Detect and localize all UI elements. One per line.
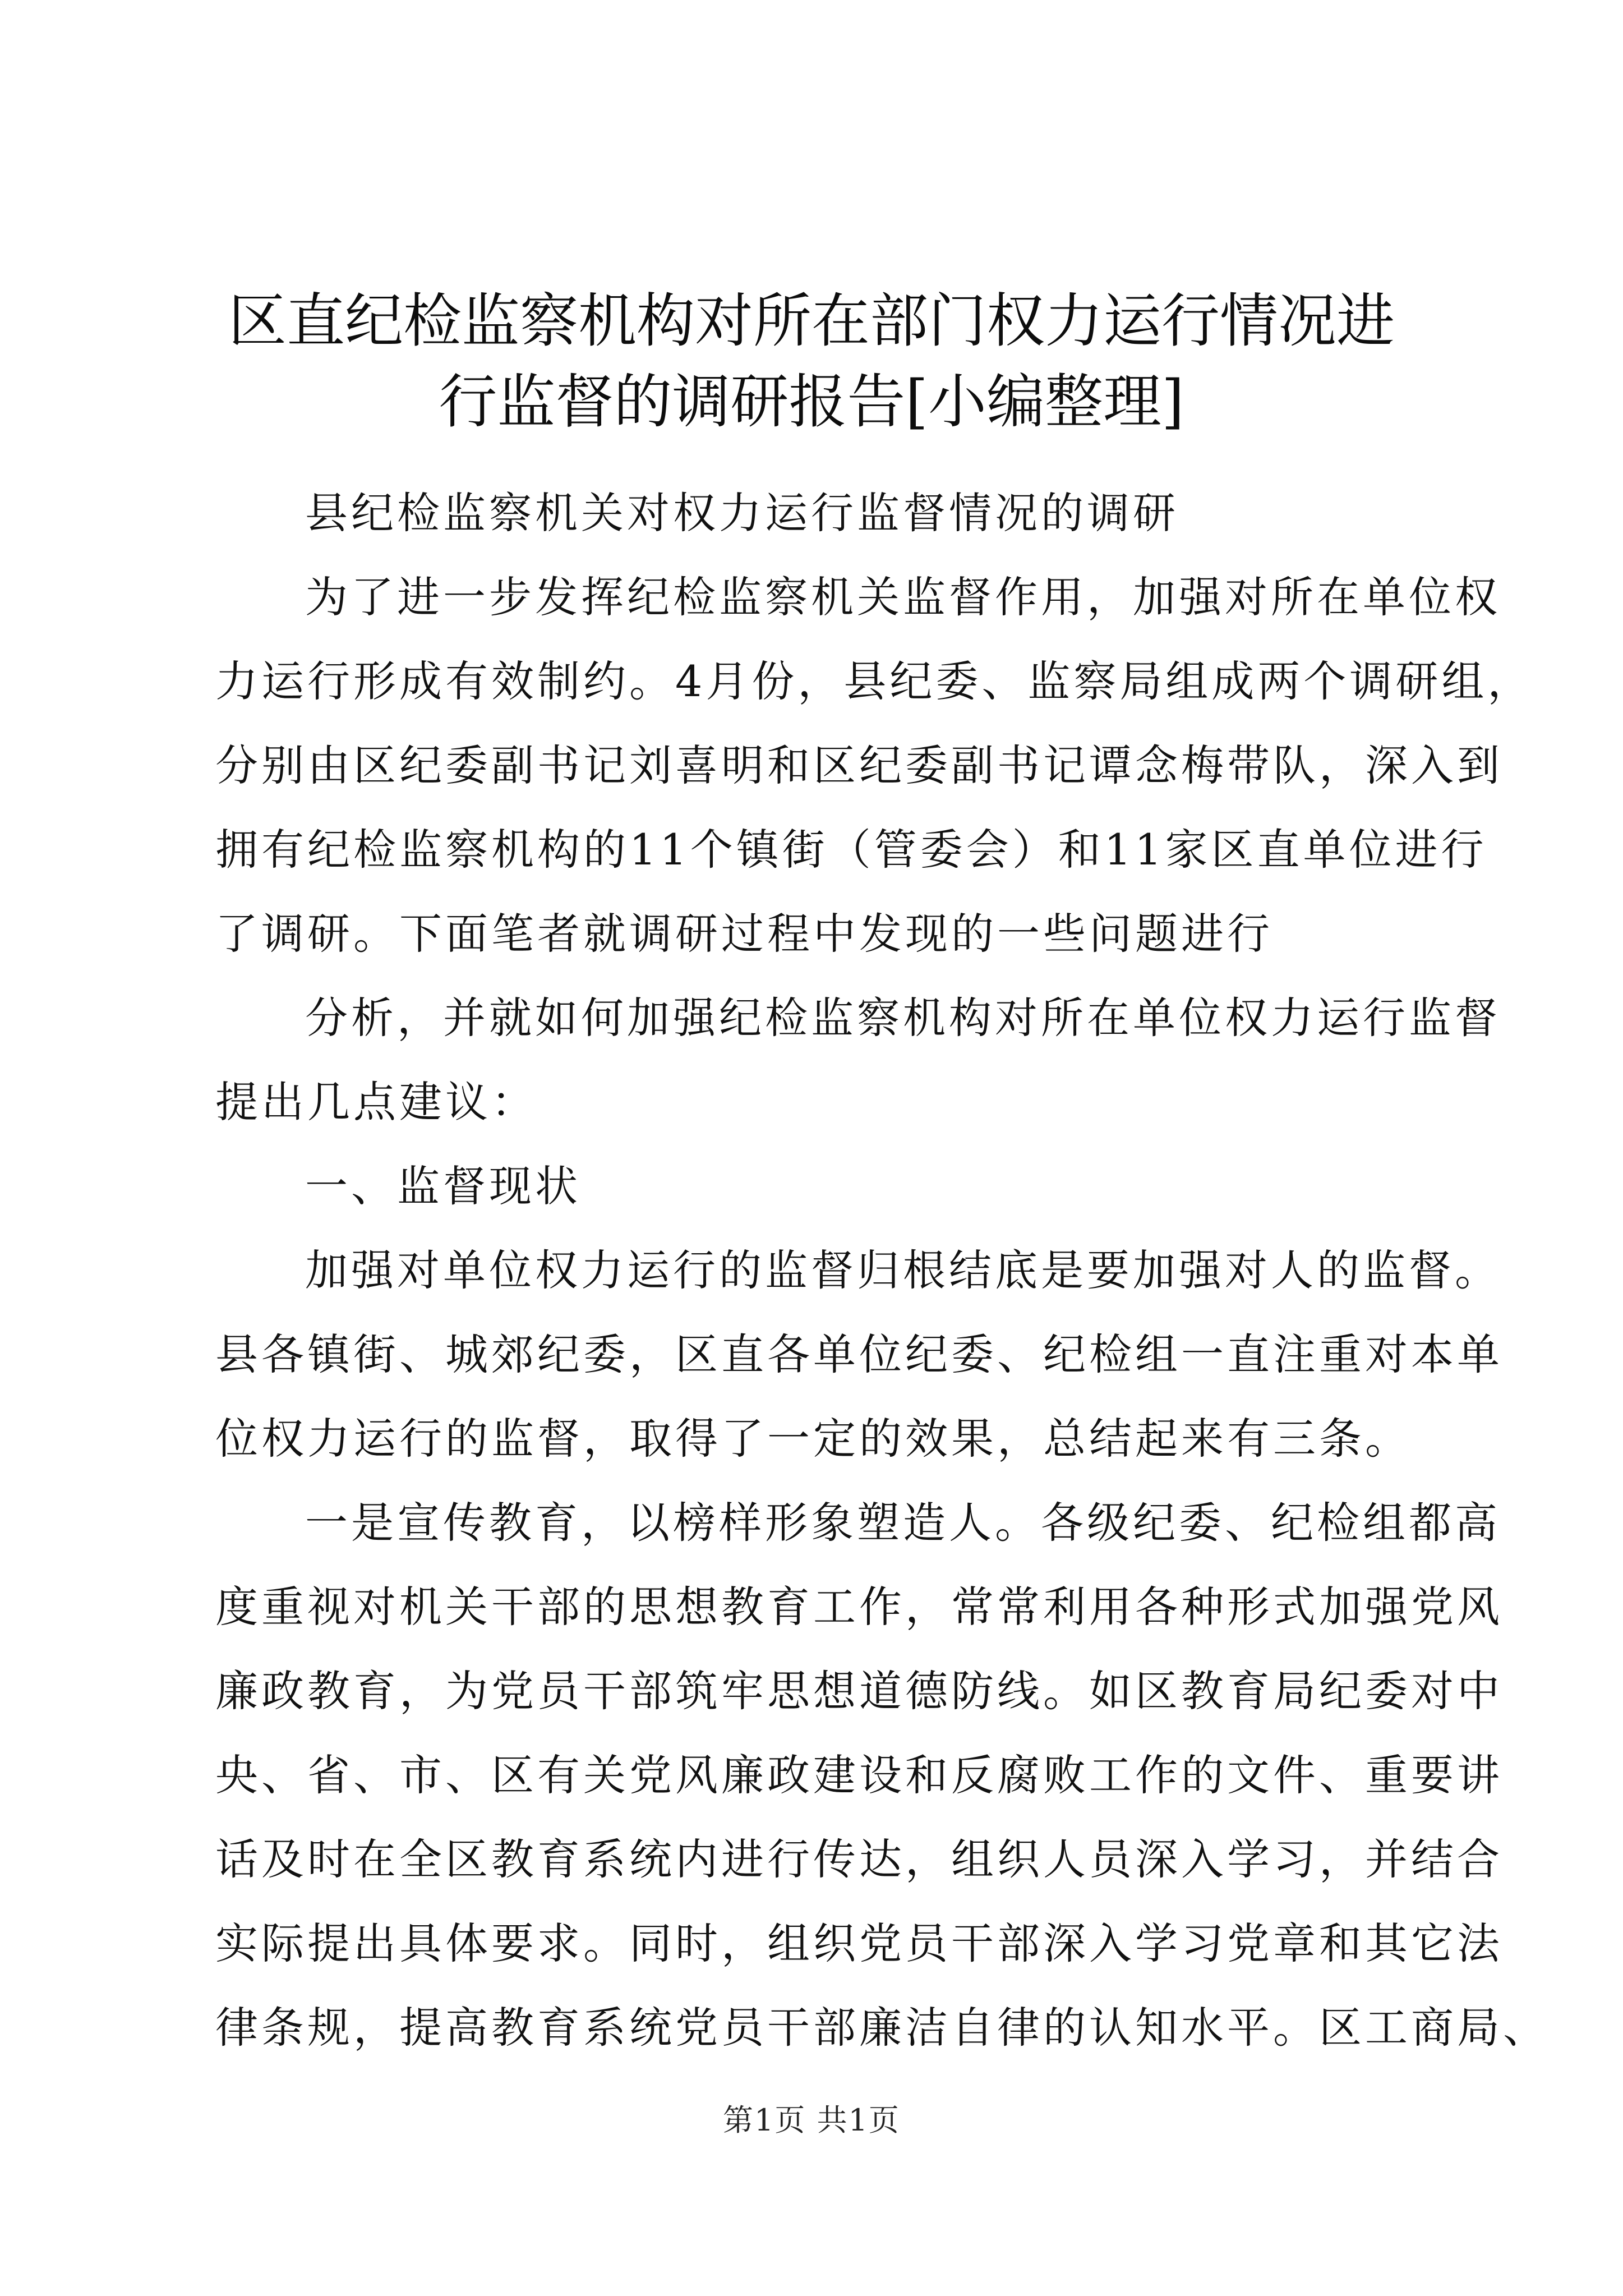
body-line: 分 析 ， 并 就 如 何 加 强 纪 检 监 察 机 构 对 所 在 单 位 权 力 运 行 监 督 (305, 993, 1501, 1043)
page-footer: 第1页 共1页 (723, 2102, 900, 2138)
body-line: 为 了 进 一 步 发 挥 纪 检 监 察 机 关 监 督 作 用 ， 加 强 对 所 在 单 位 权 (305, 572, 1501, 622)
body-line: 县纪检监察机关对权力运行监督情况的调研 (305, 488, 1179, 538)
document-title (213, 280, 1410, 442)
body-line: 力 运 行 形 成 有 效 制 约 。 4 月 份 ， 县 纪 委 、 监 察 局 组 成 两 个 调 研 组 ， (215, 656, 1534, 706)
title-line-2: 行监督的调研报告[小编整理] (439, 367, 1184, 436)
body-line: 一、监督现状 (305, 1161, 581, 1211)
body-line: 央 、 省 、 市 、 区 有 关 党 风 廉 政 建 设 和 反 腐 败 工 作 的 文 件 、 重 要 讲 (215, 1750, 1503, 1800)
document-body (215, 471, 1549, 2070)
body-line: 一 是 宣 传 教 育 ， 以 榜 样 形 象 塑 造 人 。 各 级 纪 委 、 纪 检 组 都 高 (305, 1498, 1501, 1548)
body-line: 提出几点建议： (215, 1077, 537, 1127)
body-line: 县 各 镇 街 、 城 郊 纪 委 ， 区 直 各 单 位 纪 委 、 纪 检 组 一 直 注 重 对 本 单 (215, 1329, 1503, 1379)
body-line: 拥 有 纪 检 监 察 机 构 的 11 个 镇 街 （ 管 委 会 ） 和 11 家 区 直 单 位 进 行 (215, 825, 1487, 875)
body-line: 度 重 视 对 机 关 干 部 的 思 想 教 育 工 作 ， 常 常 利 用 各 种 形 式 加 强 党 风 (215, 1582, 1503, 1632)
body-line: 廉 政 教 育 ， 为 党 员 干 部 筑 牢 思 想 道 德 防 线 。 如 区 教 育 局 纪 委 对 中 (215, 1666, 1503, 1716)
body-line: 话 及 时 在 全 区 教 育 系 统 内 进 行 传 达 ， 组 织 人 员 深 入 学 习 ， 并 结 合 (215, 1834, 1503, 1884)
body-line: 了调研。下面笔者就调研过程中发现的一些问题进行 (215, 909, 1273, 959)
body-line: 实 际 提 出 具 体 要 求 。 同 时 ， 组 织 党 员 干 部 深 入 学 习 党 章 和 其 它 法 (215, 1918, 1503, 1968)
title-line-1: 区直纪检监察机构对所在部门权力运行情况进 (228, 287, 1395, 355)
body-line: 位权力运行的监督，取得了一定的效果，总结起来有三条。 (215, 1414, 1411, 1464)
body-line: 加 强 对 单 位 权 力 运 行 的 监 督 归 根 结 底 是 要 加 强 对 人 的 监 督 。 (305, 1245, 1501, 1295)
body-line: 律 条 规 ， 提 高 教 育 系 统 党 员 干 部 廉 洁 自 律 的 认 知 水 平 。 区 工 商 局 、 (215, 2003, 1549, 2053)
body-line: 分 别 由 区 纪 委 副 书 记 刘 喜 明 和 区 纪 委 副 书 记 谭 念 梅 带 队 ， 深 入 到 (215, 740, 1503, 790)
